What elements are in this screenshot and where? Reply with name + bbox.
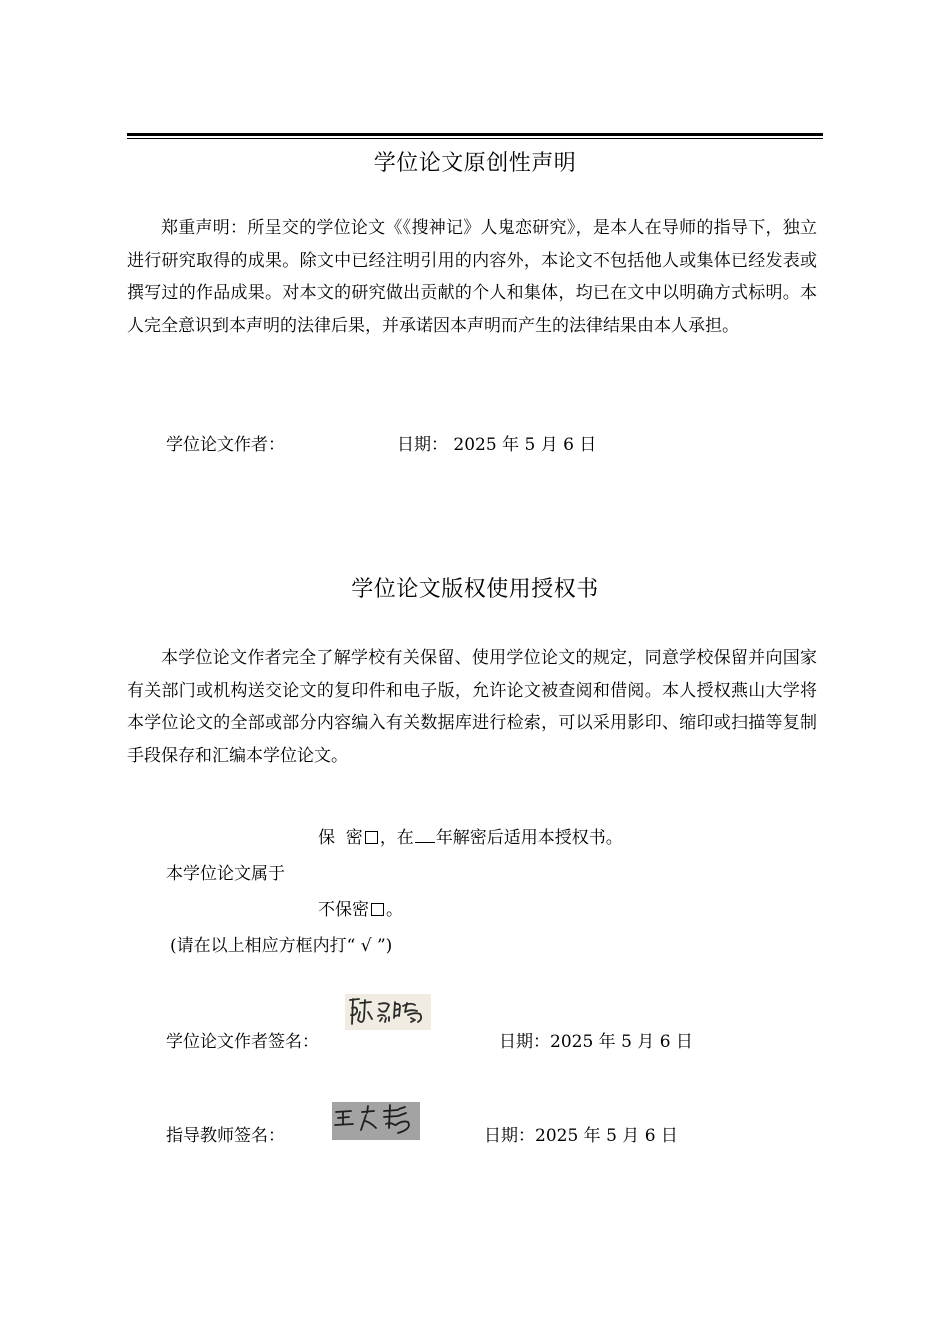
author-signature-image — [345, 994, 431, 1030]
secret-suffix: 年解密后适用本授权书。 — [435, 828, 623, 848]
secret-option — [318, 823, 623, 848]
nonsecret-label: 不保密 — [318, 900, 369, 920]
nonsecret-checkbox[interactable] — [371, 903, 384, 916]
checkbox-note: (请在以上相应方框内打“ √ ”) — [170, 936, 393, 956]
declaration-date: 日期： 2025 年 5 月 6 日 — [397, 435, 597, 455]
secret-years-blank[interactable] — [415, 828, 435, 843]
authorization-title: 学位论文版权使用授权书 — [351, 577, 599, 602]
nonsecret-option — [318, 895, 403, 920]
header-rule-thick — [127, 133, 823, 136]
author-signature-strokes — [345, 994, 431, 1030]
belongs-label: 本学位论文属于 — [166, 864, 285, 884]
secret-mid: ，在 — [379, 828, 414, 848]
declaration-author-label: 学位论文作者： — [166, 435, 285, 455]
authorization-body: 本学位论文作者完全了解学校有关保留、使用学位论文的规定，同意学校保留并向国家有关部门或机构送交论文的复印件和电子版，允许论文被查阅和借阅。本人授权燕山大学将本学位论文的全部或部分内容编入有关数据库进行检索，可以采用影印、缩印或扫描等复制手段保存和汇编本学位论文。 — [127, 648, 817, 766]
declaration-body: 郑重声明：所呈交的学位论文《《搜神记》人鬼恋研究》，是本人在导师的指导下，独立进行研究取得的成果。除文中已经注明引用的内容外，本论文不包括他人或集体已经发表或撰写过的作品成果。对本文的研究做出贡献的个人和集体，均已在文中以明确方式标明。本人完全意识到本声明的法律后果，并承诺因本声明而产生的法律结果由本人承担。 — [127, 218, 817, 336]
advisor-signature-date: 日期：2025 年 5 月 6 日 — [484, 1126, 678, 1146]
advisor-signature-strokes — [332, 1102, 420, 1140]
advisor-signature-label: 指导教师签名： — [166, 1126, 285, 1146]
nonsecret-suffix: 。 — [386, 900, 403, 920]
secret-checkbox[interactable] — [365, 831, 378, 844]
declaration-title: 学位论文原创性声明 — [373, 151, 577, 176]
advisor-signature-image — [332, 1102, 420, 1140]
author-signature-date: 日期：2025 年 5 月 6 日 — [499, 1032, 693, 1052]
author-signature-label: 学位论文作者签名： — [166, 1032, 319, 1052]
header-rule-thin — [127, 138, 823, 139]
secret-label: 保 密 — [318, 828, 363, 848]
